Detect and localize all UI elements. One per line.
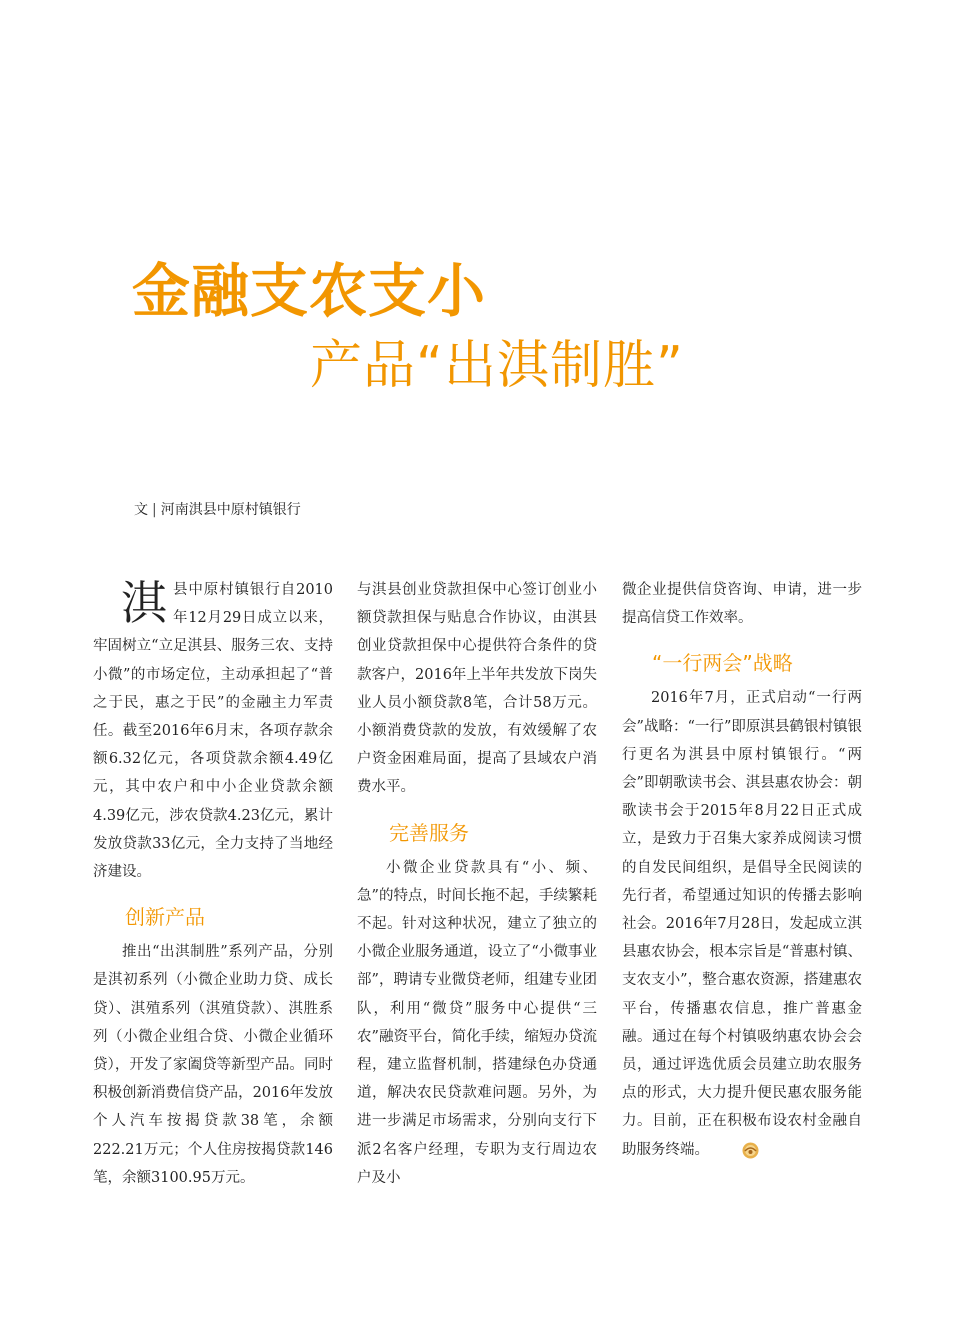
paragraph — [622, 684, 862, 1163]
byline-separator: | — [152, 502, 157, 518]
paragraph-text: 县中原村镇银行自2010年12月29日成立以来，牢固树立“立足淇县、服务三农、支持小微”的市场定位，主动承担起了“普之于民，惠之于民”的金融主力军责任。截至2016年6月末，各项存款余额6.32亿元，各项贷款余额4.49亿元，其中农户和中小企业贷款余额4.39亿元，涉农贷款4.23亿元，累计发放贷款33亿元，全力支持了当地经济建设。 — [93, 582, 333, 881]
section-heading: 完善服务 — [389, 820, 469, 845]
section-heading: “一行两会”战略 — [652, 651, 793, 676]
paragraph: 微企业提供信贷咨询、申请，进一步提高信贷工作效率。 — [622, 582, 862, 627]
byline — [134, 500, 301, 520]
column-1 — [93, 576, 333, 1192]
drop-cap: 淇 — [121, 576, 167, 630]
column-3 — [622, 576, 862, 1164]
byline-prefix: 文 — [134, 502, 148, 518]
article-title-line1: 金融支农支小 — [132, 257, 487, 325]
article-title-line2: 产品“出淇制胜” — [310, 336, 684, 396]
paragraph-text: 2016年7月，正式启动“一行两会”战略：“一行”即原淇县鹤银村镇银行更名为淇县中原村镇银行。“两会”即朝歌读书会、淇县惠农协会：朝歌读书会于2015年8月22日正式成立，是致力于召集大家养成阅读习惯的自发民间组织，是倡导全民阅读的先行者，希望通过知识的传播去影响社会。2016年7月28日，发起成立淇县惠农协会，根本宗旨是“普惠村镇、支农支小”，整合惠农资源，搭建惠农平台，传播惠农信息，推广普惠金融。通过在每个村镇吸纳惠农协会会员，通过评选优质会员建立助农服务点的形式，大力提升便民惠农服务能力。目前，正在积极布设农村金融自助服务终端。 — [622, 690, 862, 1158]
paragraph — [93, 576, 333, 886]
paragraph: 小微企业贷款具有“小、频、急”的特点，时间长拖不起，手续繁耗不起。针对这种状况，建立了独立的小微企业服务通道，设立了“小微事业部”，聘请专业微贷老师，组建专业团队，利用“微贷”服务中心提供“三农”融资平台，简化手续，缩短办贷流程，建立监督机制，搭建绿色办贷通道，解决农民贷款难问题。另外，为进一步满足市场需求，分别向支行下派2名客户经理，专职为支行周边农户及小 — [357, 859, 597, 1186]
paragraph: 与淇县创业贷款担保中心签订创业小额贷款担保与贴息合作协议，由淇县创业贷款担保中心提供符合条件的贷款客户，2016年上半年共发放下岗失业人员小额贷款8笔，合计58万元。小额消费贷款的发放，有效缓解了农户资金困难局面，提高了县域农户消费水平。 — [357, 582, 597, 796]
magazine-logo-icon — [713, 1141, 730, 1158]
byline-author: 河南淇县中原村镇银行 — [160, 502, 301, 518]
paragraph: 推出“出淇制胜”系列产品，分别是淇初系列（小微企业助力贷、成长贷）、淇殖系列（淇殖贷款）、淇胜系列（小微企业组合贷、小微企业循环贷），开发了家阖贷等新型产品。同时积极创新消费信贷产品，2016年发放个人汽车按揭贷款38笔，余额222.21万元；个人住房按揭贷款146笔，余额3100.95万元。 — [93, 944, 333, 1186]
section-heading: 创新产品 — [125, 905, 205, 930]
column-2 — [357, 576, 597, 1192]
